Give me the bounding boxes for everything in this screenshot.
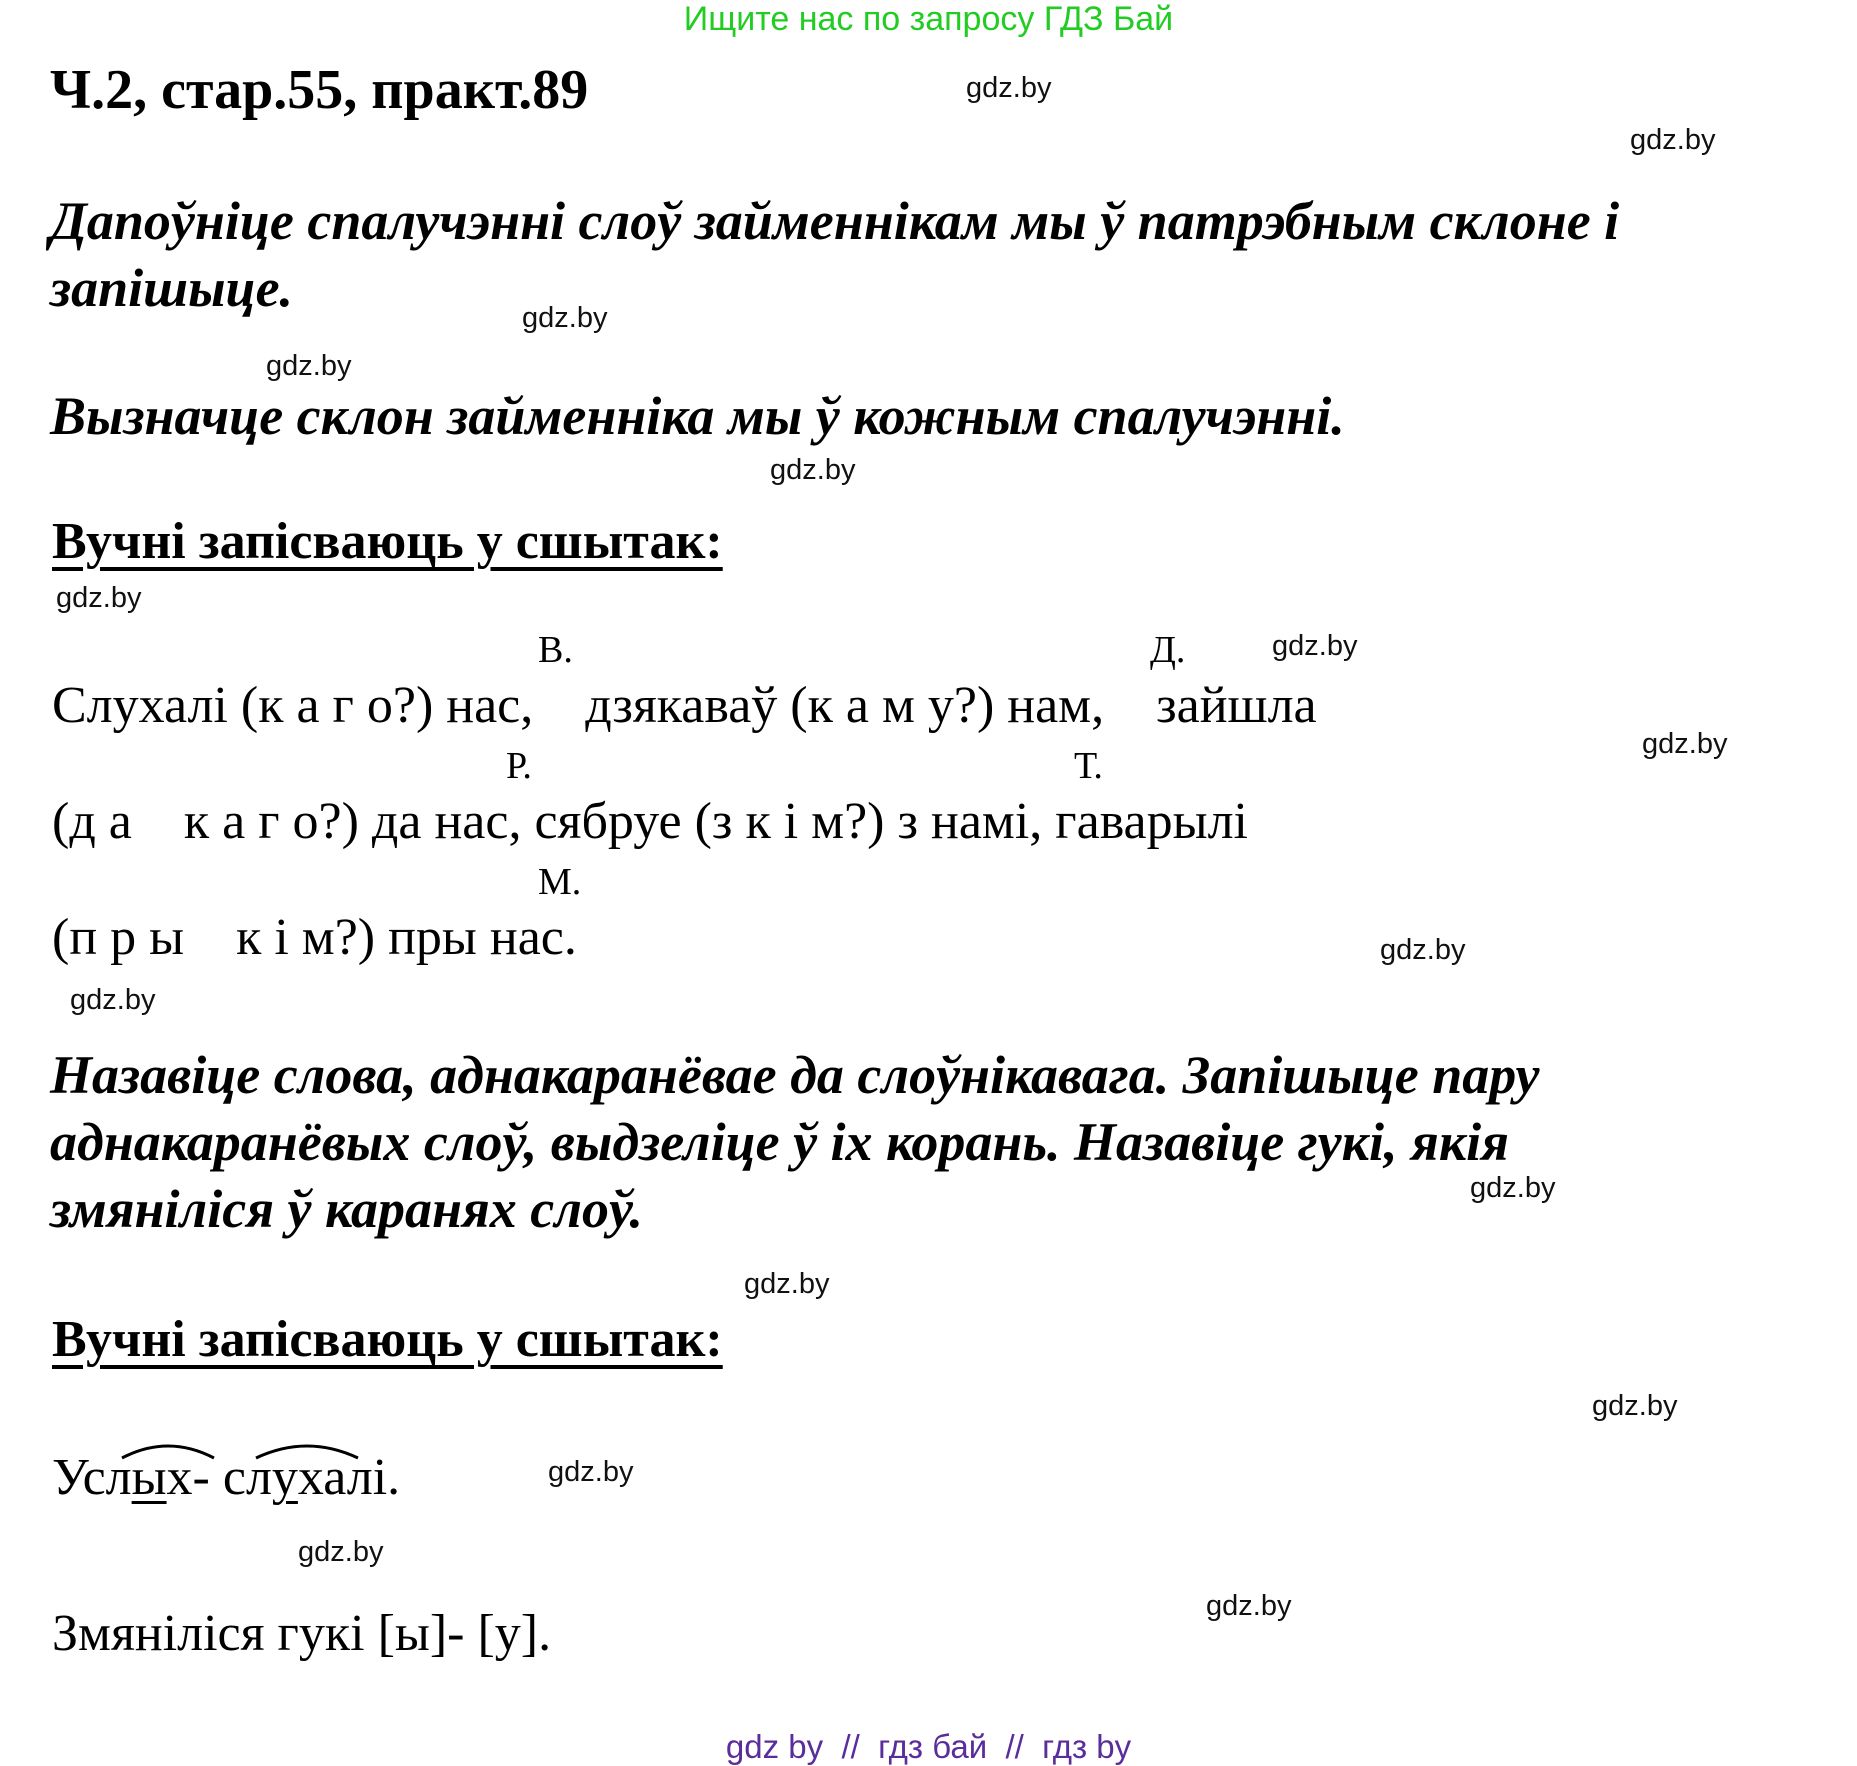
- root-arc-word-2: [252, 1438, 362, 1462]
- answer-heading-2: Вучні запісваюць у сшытак:: [52, 1311, 723, 1368]
- answer-line-1: Слухалі (к а г о?) нас, дзякаваў (к а м у?) нам, зайшла: [52, 677, 1317, 734]
- footer-links: gdz by // гдз бай // гдз by: [725, 1728, 1132, 1765]
- answer-heading-1: Вучні запісваюць у сшытак:: [52, 513, 723, 570]
- task-1-line-1: Дапоўніце спалучэнні слоў займеннікам мы ў патрэбным склоне і: [50, 191, 1620, 251]
- task-3-line-1: Назавіце слова, аднакаранёвае да слоўнікавага. Запішыце пару: [50, 1045, 1540, 1105]
- word-1-prefix: Ус: [52, 1449, 106, 1506]
- word-1-root-part: л: [105, 1449, 132, 1506]
- task-2: Вызначце склон займенніка мы ў кожным спалучэнні.: [50, 386, 1345, 446]
- watermark: gdz.by: [1642, 728, 1728, 760]
- word-1-root-end: х: [166, 1449, 193, 1506]
- task-3-line-3: змяніліся ў каранях слоў.: [50, 1179, 644, 1239]
- watermark: gdz.by: [966, 72, 1052, 104]
- root-arc-word-1: [118, 1438, 218, 1462]
- watermark: gdz.by: [548, 1456, 634, 1488]
- task-3-line-2: аднакаранёвых слоў, выдзеліце ў іх корань. Назавіце гукі, якія: [50, 1112, 1510, 1172]
- word-2-changed-sound: у: [271, 1449, 298, 1506]
- case-label-tvorny: Т.: [1074, 745, 1103, 787]
- word-2-ending: і.: [372, 1449, 401, 1506]
- watermark: gdz.by: [1272, 630, 1358, 662]
- word-1-changed-sound: ы: [131, 1449, 167, 1506]
- watermark: gdz.by: [1630, 124, 1716, 156]
- watermark: gdz.by: [522, 302, 608, 334]
- answer-line-2: (д а к а г о?) да нас, сябруе (з к і м?) з намі, гаварылі: [52, 793, 1248, 850]
- watermark: gdz.by: [1380, 934, 1466, 966]
- case-label-mesny: М.: [538, 861, 582, 903]
- watermark: gdz.by: [770, 454, 856, 486]
- page-title: Ч.2, стар.55, практ.89: [50, 59, 589, 121]
- task-1-line-2: запішыце.: [50, 258, 294, 318]
- watermark: gdz.by: [1206, 1590, 1292, 1622]
- answer-line-3: (п р ы к і м?) пры нас.: [52, 909, 577, 966]
- word-2-root-start: сл: [222, 1449, 272, 1506]
- watermark: gdz.by: [266, 350, 352, 382]
- case-label-vinavalny: В.: [538, 629, 573, 671]
- word-separator: -: [192, 1449, 223, 1506]
- case-label-daval-ny: Д.: [1150, 629, 1186, 671]
- word-2-root-end: хал: [297, 1449, 373, 1506]
- watermark: gdz.by: [1592, 1390, 1678, 1422]
- watermark: gdz.by: [70, 984, 156, 1016]
- watermark: gdz.by: [298, 1536, 384, 1568]
- case-label-rodny: Р.: [506, 745, 532, 787]
- watermark: gdz.by: [56, 582, 142, 614]
- watermark: gdz.by: [744, 1268, 830, 1300]
- watermark: gdz.by: [1470, 1172, 1556, 1204]
- changed-sounds-line: Змяніліся гукі [ы]- [у].: [52, 1605, 552, 1662]
- promo-banner: Ищите нас по запросу ГДЗ Бай: [683, 0, 1174, 38]
